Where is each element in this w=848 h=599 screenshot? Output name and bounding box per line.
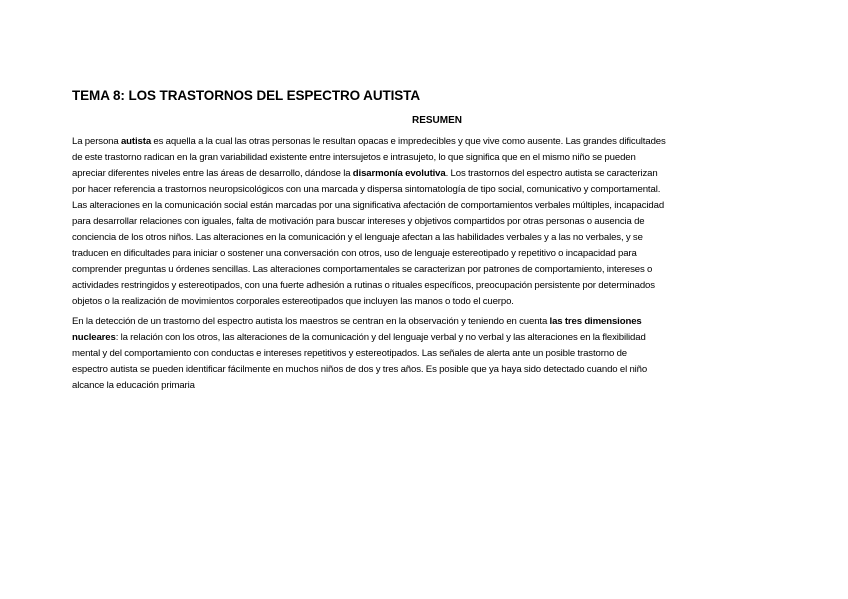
paragraph-1-line: de este trastorno radican en la gran variabilidad existente entre intersujetos e intrasujeto, lo que significa que en el mismo niño se pueden	[72, 152, 636, 163]
document-title: TEMA 8: LOS TRASTORNOS DEL ESPECTRO AUTISTA	[72, 88, 420, 103]
text-run: es aquella a la cual las otras personas le resultan opacas e impredecibles y que vive como ausente. Las grandes dificultades	[151, 136, 666, 147]
text-run: . Los trastornos del espectro autista se caracterizan	[445, 168, 658, 179]
bold-term-dimensiones: las tres dimensiones	[549, 316, 642, 327]
paragraph-2-line	[72, 314, 778, 330]
text-run: En la detección de un trastorno del espectro autista los maestros se centran en la observación y teniendo en cuenta	[72, 316, 550, 327]
text-run: La persona	[72, 136, 121, 147]
paragraph-2-line: espectro autista se pueden identificar fácilmente en muchos niños de dos y tres años. Es posible que ya haya sido detectado cuando el niño	[72, 364, 648, 375]
bold-term-nucleares: nucleares	[72, 332, 116, 343]
paragraph-1-line	[72, 166, 778, 182]
paragraph-2	[72, 314, 778, 394]
paragraph-1-line: comprender preguntas u órdenes sencillas. Las alteraciones comportamentales se caracterizan por patrones de comportamiento, intereses o	[72, 264, 653, 275]
text-run: apreciar diferentes niveles entre las áreas de desarrollo, dándose la	[72, 168, 353, 179]
paragraph-1-line: conciencia de los otros niños. Las alteraciones en la comunicación y el lenguaje afectan a las habilidades verbales y a las no verbales, y se	[72, 232, 643, 243]
paragraph-1-line: para desarrollar relaciones con iguales, falta de motivación para buscar intereses y objetivos compartidos por otras personas o ausencia de	[72, 216, 645, 227]
document-page	[72, 86, 778, 398]
paragraph-2-line	[72, 330, 778, 346]
paragraph-1-line: objetos o la realización de movimientos corporales estereotipados que incluyen las manos o todo el cuerpo.	[72, 296, 514, 307]
paragraph-1	[72, 134, 778, 310]
paragraph-1-line: actividades restringidos y estereotipados, con una fuerte adhesión a rutinas o rituales específicos, preocupación persistente por determinados	[72, 280, 655, 291]
bold-term-disarmonia: disarmonía evolutiva	[352, 168, 446, 179]
paragraph-1-line: Las alteraciones en la comunicación social están marcadas por una significativa afectación de comportamientos verbales múltiples, incapacidad	[72, 200, 665, 211]
bold-term-autista: autista	[120, 136, 152, 147]
paragraph-1-line: por hacer referencia a trastornos neuropsicológicos con una marcada y dispersa sintomatología de tipo social, comunicativo y comportamental.	[72, 184, 661, 195]
paragraph-1-line: traducen en dificultades para iniciar o sostener una conversación con otros, uso de lenguaje estereotipado y repetitivo o incapacidad para	[72, 248, 637, 259]
document-subtitle: RESUMEN	[411, 115, 462, 126]
text-run: : la relación con los otros, las alteraciones de la comunicación y del lenguaje verbal y no verbal y las alteraciones en la flexibilidad	[115, 332, 646, 343]
paragraph-2-line: alcance la educación primaria	[72, 380, 195, 391]
paragraph-1-line	[72, 134, 778, 150]
paragraph-2-line: mental y del comportamiento con conductas e intereses repetitivos y estereotipados. Las señales de alerta ante un posible trastorno de	[72, 348, 628, 359]
